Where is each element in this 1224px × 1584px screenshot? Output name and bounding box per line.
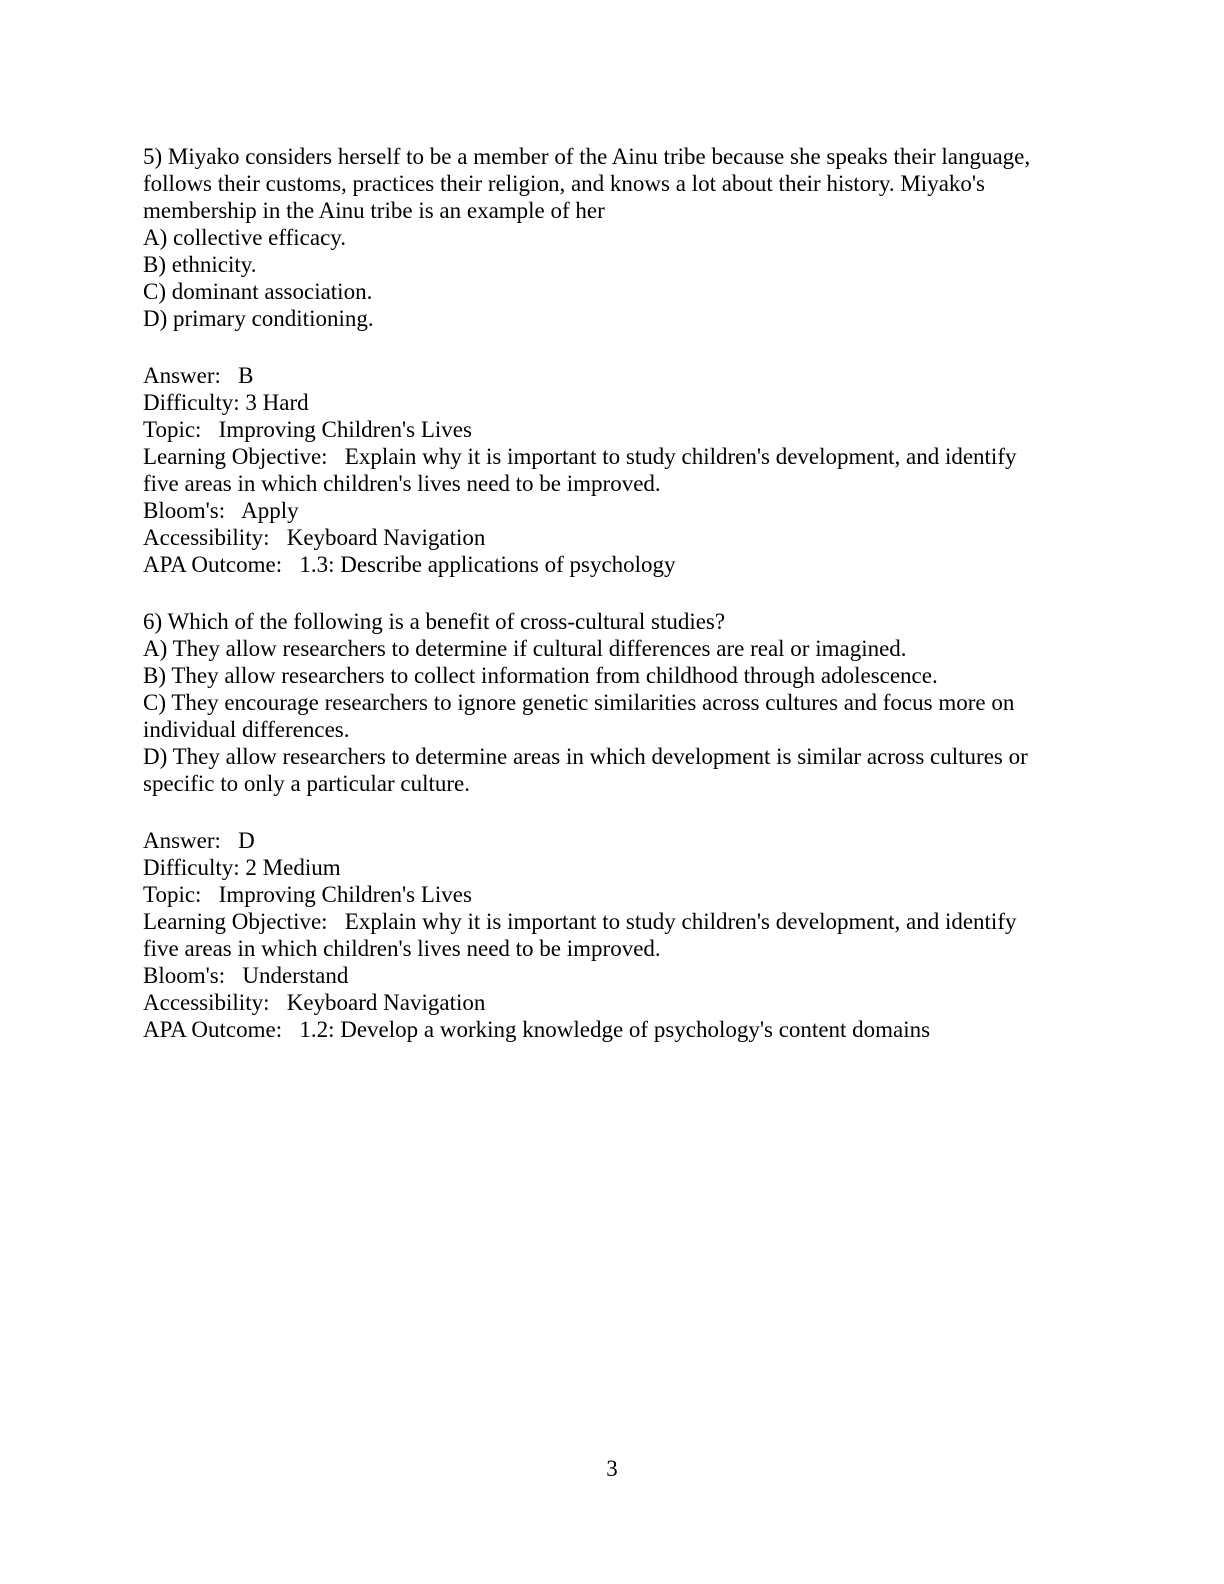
question-5-apa-outcome: APA Outcome: 1.3: Describe applications of psychology <box>143 552 676 577</box>
question-6-metadata-block <box>143 827 1081 1043</box>
question-5-choice-b: B) ethnicity. <box>143 252 257 277</box>
question-5-stem-line: 5) Miyako considers herself to be a member of the Ainu tribe because she speaks their language, <box>143 144 1031 169</box>
question-6-block <box>143 608 1081 797</box>
question-6-learning-objective-line: five areas in which children's lives need to be improved. <box>143 936 661 961</box>
question-5-answer: Answer: B <box>143 363 254 388</box>
question-6-choice-d-continuation: specific to only a particular culture. <box>143 771 470 796</box>
question-6-topic: Topic: Improving Children's Lives <box>143 882 472 907</box>
question-6-answer: Answer: D <box>143 828 255 853</box>
question-6-choice-b: B) They allow researchers to collect information from childhood through adolescence. <box>143 663 938 688</box>
question-5-choice-d: D) primary conditioning. <box>143 306 374 331</box>
question-5-accessibility: Accessibility: Keyboard Navigation <box>143 525 486 550</box>
question-5-topic: Topic: Improving Children's Lives <box>143 417 472 442</box>
page-number: 3 <box>606 1456 618 1481</box>
question-6-choice-c-continuation: individual differences. <box>143 717 350 742</box>
question-5-learning-objective-line: five areas in which children's lives need to be improved. <box>143 471 661 496</box>
question-6-choice-a: A) They allow researchers to determine if cultural differences are real or imagined. <box>143 636 907 661</box>
question-6-blooms: Bloom's: Understand <box>143 963 349 988</box>
question-6-stem-line: 6) Which of the following is a benefit of cross-cultural studies? <box>143 609 726 634</box>
question-5-metadata-block <box>143 362 1081 578</box>
question-5-learning-objective-line: Learning Objective: Explain why it is important to study children's development, and identify <box>143 444 1017 469</box>
question-6-difficulty: Difficulty: 2 Medium <box>143 855 341 880</box>
question-5-stem-line: follows their customs, practices their religion, and knows a lot about their history. Miyako's <box>143 171 985 196</box>
question-5-difficulty: Difficulty: 3 Hard <box>143 390 309 415</box>
question-6-apa-outcome: APA Outcome: 1.2: Develop a working knowledge of psychology's content domains <box>143 1017 931 1042</box>
question-6-choice-d: D) They allow researchers to determine areas in which development is similar across cultures or <box>143 744 1028 769</box>
question-5-stem-line: membership in the Ainu tribe is an example of her <box>143 198 605 223</box>
question-6-choice-c: C) They encourage researchers to ignore genetic similarities across cultures and focus more on <box>143 690 1015 715</box>
question-5-choice-c: C) dominant association. <box>143 279 373 304</box>
question-6-learning-objective-line: Learning Objective: Explain why it is important to study children's development, and identify <box>143 909 1017 934</box>
question-5-blooms: Bloom's: Apply <box>143 498 299 523</box>
question-6-accessibility: Accessibility: Keyboard Navigation <box>143 990 486 1015</box>
question-5-choice-a: A) collective efficacy. <box>143 225 347 250</box>
question-5-block <box>143 143 1081 332</box>
